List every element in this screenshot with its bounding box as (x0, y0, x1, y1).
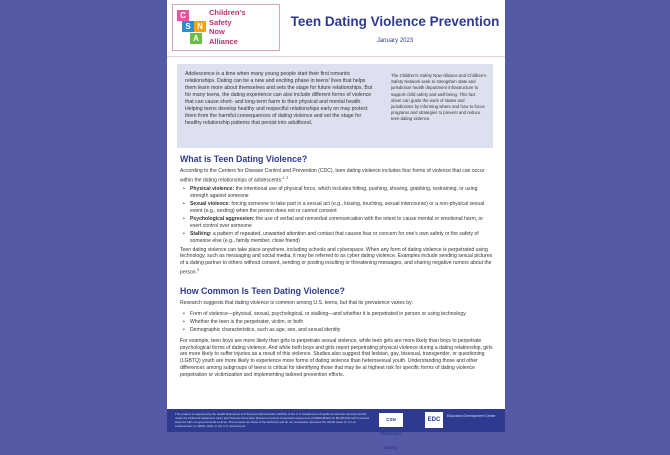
publication-date: January 2023 (376, 38, 414, 44)
logo-name-line: Alliance (209, 36, 238, 46)
csn-logo: CSN Children's Safety (379, 413, 403, 427)
list-item (180, 231, 493, 244)
page-footer (167, 409, 505, 450)
list-item-term: Stalking: (190, 231, 212, 238)
logo-name-line: Safety (209, 17, 232, 27)
edc-logo: EDC (425, 412, 443, 428)
list-item-term: Sexual violence: (190, 201, 230, 208)
section-lead (167, 168, 505, 184)
logo-tile-c: C (177, 10, 189, 21)
intro-sidebar-note: The Children's Safety Now Alliance and Children's Safety Network seek to strengthen state and jurisdiction health department infrastructure to support child safety and well-being. This fact sheet can guide the work of states and jurisdictions by informing where and how to focus programs and strategies to prevent and reduce teen dating violence. (391, 73, 487, 122)
list-item-text: the intentional use of physical force, which includes hitting, pushing, shoving, grabbing, restraining, or using strength against someone (190, 186, 478, 199)
section-heading: How Common Is Teen Dating Violence? (180, 286, 345, 296)
section-how-common (167, 286, 505, 378)
list-item: • Whether the teen is the perpetrator, victim, or both (180, 319, 493, 326)
footnote-ref: 1, 2 (282, 175, 289, 180)
list-item-term: Physical violence: (190, 186, 235, 193)
section-closing: For example, teen boys are more likely than girls to perpetrate sexual violence, while teen girls are more likely than boys to perpetrate psychological forms of dating violence. And while both boys and girls report perpetrating physical violence during a dating relationship, girls are more likely to suffer injuries as a result of this violence. Studies also suggest that lesbian, gay, bisexual, transgender, or questioning (LGBTQ) youth are more likely to experience more forms of dating violence than heterosexual youth. Understanding those and other differences among subgroups of teens is critical for identifying those that may be at highest risk for specific forms of dating violence perpetration or victimization and implementing tailored prevention efforts. (180, 338, 493, 378)
logo-tile-a: A (190, 33, 202, 44)
list-item (180, 201, 493, 214)
header-divider (167, 56, 505, 57)
logo-name-line: Now (209, 27, 225, 37)
intro-paragraph: Adolescence is a time when many young people start their first romantic relationships. Dating can be a new and exciting phase in teens' lives that helps them learn more about themselves and sets the stage for future relationships. But for many teens, the dating experience can also include different forms of violence that can cause short- and long-term harm to their physical and mental health. Helping teens develop healthy and respectful relationships early on may protect them from the harmful consequences of dating violence and set the stage for healthy relationship patterns that persist into adulthood. (185, 71, 373, 126)
footnote-ref: 3 (197, 267, 199, 272)
section-what-is (167, 154, 505, 276)
page-title: Teen Dating Violence Prevention (290, 14, 500, 29)
list-item-text: forcing someone to take part in a sexual act (e.g., kissing, touching, sexual intercourse) or a non-physical sexual event (e.g., sexting) when the person does not or cannot consent (190, 201, 485, 214)
logo-tile-s: S (182, 21, 194, 32)
list-item-term: Psychological aggression: (190, 216, 255, 223)
intro-box (177, 64, 493, 148)
edc-name: Education Development Center (447, 414, 496, 418)
section-closing-text: Teen dating violence can take place anywhere, including schools and cyberspace. When any form of dating violence is perpetrated using technology, such as messaging and social media, it may be referred to as cyber dating violence. Examples include sending sexual pictures of a dating partner to others without consent, sending or posting insulting or threatening messages, and sharing negative rumors about the person. (180, 246, 493, 276)
fact-sheet-page (167, 0, 505, 450)
prevalence-factors-list (167, 311, 505, 334)
funding-disclaimer: This product is supported by the Health Resources and Services Administration (HRSA) of the U.S. Department of Health and Human Services (HHS) under the Child and Adolescent Injury and Violence Prevention Resource Centers Cooperative Agreement (U49MC28422) for $5,000,000 with 0 percent financed with non-governmental sources. The contents are those of the author(s) and do not necessarily represent the official views of, nor an endorsement, by HRSA, HHS, or the U.S. Government. (175, 412, 370, 428)
list-item-text: the use of verbal and nonverbal communication with the intent to cause mental or emotional harm, or exert control over someone (190, 216, 484, 229)
logo-name-line: Children's (209, 8, 246, 17)
section-heading: What is Teen Dating Violence? (180, 154, 308, 164)
page-header (167, 0, 505, 57)
list-item: • Demographic characteristics, such as age, sex, and sexual identity (180, 327, 493, 334)
section-lead-text: According to the Centers for Disease Control and Prevention (CDC), teen dating violence includes four forms of violence that can occur within the dating relationships of adolescents: (180, 168, 485, 184)
list-item: • Form of violence—physical, sexual, psychological, or stalking—and whether it is perpetrated in person or using technology (180, 311, 493, 318)
list-item (180, 186, 493, 199)
list-item-text: a pattern of repeated, unwanted attention and contact that causes fear or concern for one's own safety or the safety of someone else (e.g., family member, close friend) (190, 231, 479, 244)
list-item (180, 216, 493, 229)
section-closing (167, 247, 505, 277)
section-lead: Research suggests that dating violence is common among U.S. teens, but that its prevalence varies by: (180, 300, 414, 306)
violence-forms-list (167, 186, 505, 244)
logo-tile-n: N (194, 21, 206, 32)
